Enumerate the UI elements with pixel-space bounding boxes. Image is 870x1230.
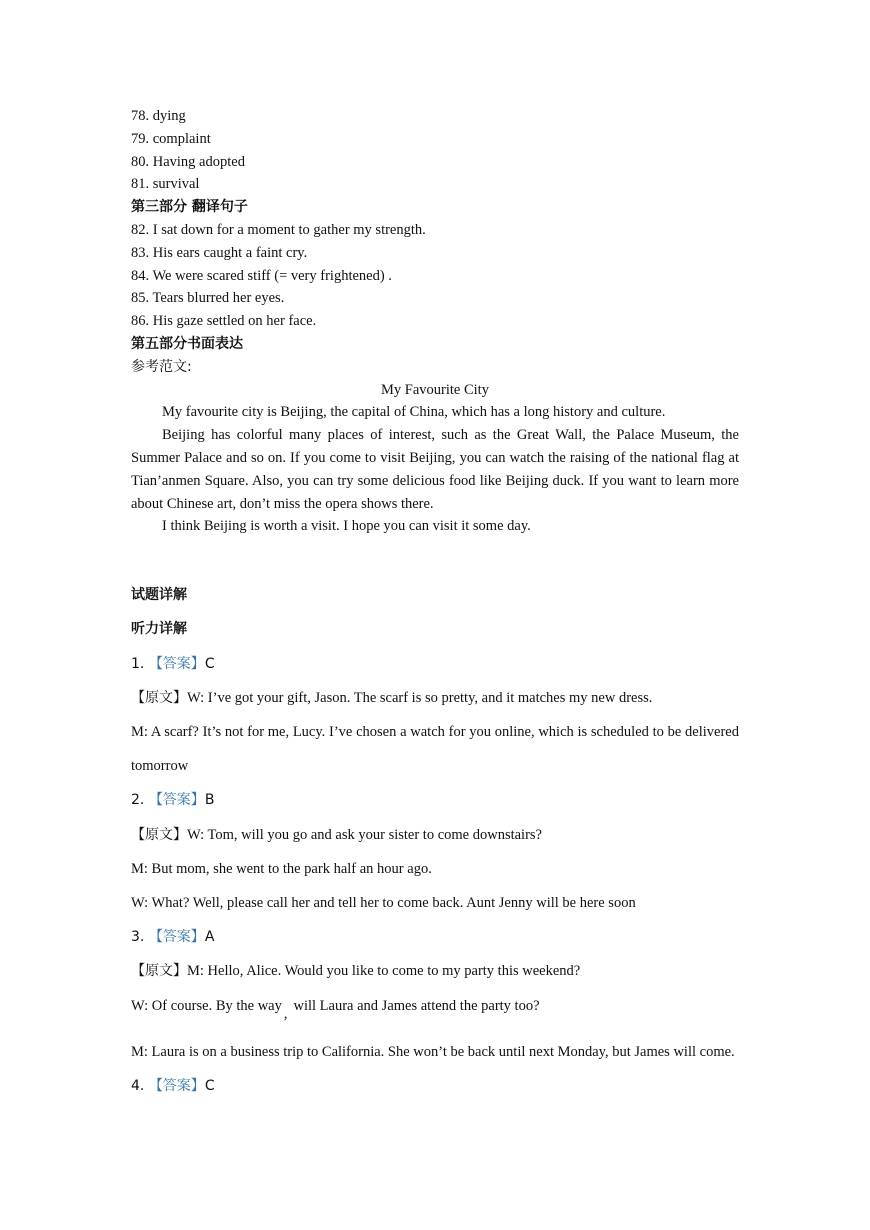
sample-label: 参考范文: <box>131 358 192 375</box>
transcript-line <box>131 954 739 988</box>
answer-row <box>131 920 739 954</box>
answer-value: A <box>204 929 215 946</box>
item-number: 4. <box>131 1077 145 1094</box>
transcript-line: W: What? Well, please call her and tell her to come back. Aunt Jenny will be here soon <box>131 894 636 911</box>
answer-tag: 【答案】 <box>148 655 205 672</box>
translation-line: 85. Tears blurred her eyes. <box>131 290 285 307</box>
answer-line: 79. complaint <box>131 130 211 147</box>
translation-line: 86. His gaze settled on her face. <box>131 313 317 330</box>
transcript-line <box>131 989 739 1023</box>
original-tag: 【原文】 <box>131 689 187 706</box>
original-tag: 【原文】 <box>131 963 187 980</box>
transcript-line <box>131 681 739 715</box>
essay-paragraph-2: Beijing has colorful many places of interest, such as the Great Wall, the Palace Museum, the Summer Palace and so on. If you come to visit Beijing, you can watch the raising of the national flag at Tian’anmen Square. Also, you can try some delicious food like Beijing duck. If you want to learn more about Chinese art, don’t miss the opera shows there. <box>131 427 739 512</box>
part5-heading: 第五部分书面表达 <box>131 335 243 352</box>
answer-tag: 【答案】 <box>148 792 205 809</box>
transcript-line: M: Laura is on a business trip to California. She won’t be back until next Monday, but James will come. <box>131 1043 735 1060</box>
transcript-text: M: Hello, Alice. Would you like to come to my party this weekend? <box>187 963 581 980</box>
answer-value: C <box>204 655 215 672</box>
transcript-line: M: But mom, she went to the park half an hour ago. <box>131 860 432 877</box>
item-number: 2. <box>131 792 145 809</box>
answer-line: 81. survival <box>131 176 200 193</box>
answer-line: 78. dying <box>131 108 186 124</box>
answer-line: 80. Having adopted <box>131 153 245 170</box>
answer-tag: 【答案】 <box>148 1077 205 1094</box>
transcript-text: will Laura and James attend the party too? <box>293 997 540 1014</box>
detail-section <box>131 578 739 1103</box>
part3-heading: 第三部分 翻译句子 <box>131 199 248 216</box>
answer-value: B <box>204 792 215 809</box>
essay-paragraph-1: My favourite city is Beijing, the capital of China, which has a long history and culture. <box>162 404 666 421</box>
spacer <box>131 538 739 578</box>
transcript-text: W: Of course. By the way <box>131 997 282 1014</box>
listening-heading: 听力详解 <box>131 621 187 638</box>
original-tag: 【原文】 <box>131 826 187 843</box>
answer-row <box>131 1069 739 1103</box>
document-page <box>131 105 739 1103</box>
essay-title: My Favourite City <box>381 381 489 398</box>
stray-comma: , <box>283 1005 288 1022</box>
answer-tag: 【答案】 <box>148 929 205 946</box>
detail-heading: 试题详解 <box>131 587 187 604</box>
transcript-text: W: Tom, will you go and ask your sister to come downstairs? <box>187 826 542 843</box>
answer-row <box>131 647 739 681</box>
answer-row <box>131 783 739 817</box>
answer-value: C <box>204 1077 215 1094</box>
translation-line: 82. I sat down for a moment to gather my strength. <box>131 221 426 238</box>
essay-paragraph-3: I think Beijing is worth a visit. I hope you can visit it some day. <box>162 518 531 535</box>
transcript-line <box>131 818 739 852</box>
item-number: 1. <box>131 655 145 672</box>
transcript-text: W: I’ve got your gift, Jason. The scarf is so pretty, and it matches my new dress. <box>187 689 653 706</box>
translation-line: 83. His ears caught a faint cry. <box>131 244 308 261</box>
translation-line: 84. We were scared stiff (= very frightened) . <box>131 267 392 284</box>
item-number: 3. <box>131 929 145 946</box>
transcript-line: M: A scarf? It’s not for me, Lucy. I’ve chosen a watch for you online, which is scheduled to be delivered tomorrow <box>131 723 739 775</box>
